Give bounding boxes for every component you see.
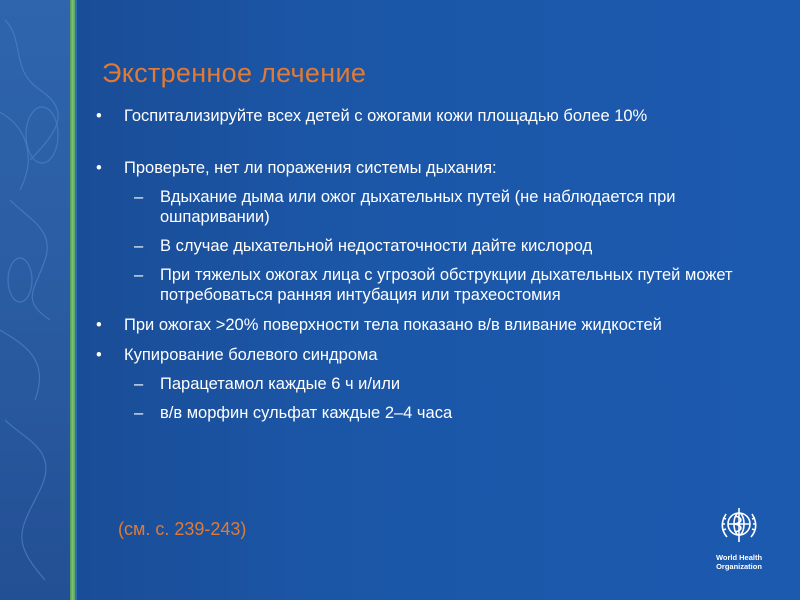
sub-list-item [96,187,786,227]
sub-bullet-text: В случае дыхательной недостаточности дайте кислород [160,237,593,255]
slide-title: Экстренное лечение [102,58,367,88]
sub-marker: – [134,375,144,393]
decorative-left-band [0,0,70,600]
bullet-text: Проверьте, нет ли поражения системы дыхания: [124,159,497,177]
sub-list-item [96,403,786,423]
sub-list-item [96,236,786,256]
who-label [708,553,770,571]
sub-marker: – [134,237,144,255]
who-label-line2: Organization [716,562,762,571]
sub-bullet-text: Парацетамол каждые 6 ч и/или [160,375,401,393]
bullet-marker: • [96,346,102,364]
page-reference: (см. с. 239-243) [118,519,247,539]
sub-marker: – [134,266,144,284]
list-item [96,106,786,126]
sub-marker: – [134,188,144,206]
sub-bullet-text: Вдыхание дыма или ожог дыхательных путей (не наблюдается при ошпаривании) [160,188,676,226]
list-item [96,315,786,335]
decorative-illustration-icon [0,0,70,600]
who-logo [708,502,770,571]
list-item [96,345,786,365]
sub-list-item [96,374,786,394]
sub-list-item [96,265,786,305]
sub-marker: – [134,404,144,422]
who-emblem-icon [717,502,761,546]
bullet-text: Купирование болевого синдрома [124,346,378,364]
sub-bullet-text: При тяжелых ожогах лица с угрозой обструкции дыхательных путей может потребоваться ранняя интубация или трахеостомия [160,266,733,304]
sub-bullet-text: в/в морфин сульфат каждые 2–4 часа [160,404,453,422]
bullet-list [96,106,786,423]
blue-stripe [75,0,77,600]
bullet-marker: • [96,159,102,177]
bullet-marker: • [96,316,102,334]
bullet-text: При ожогах >20% поверхности тела показано в/в вливание жидкостей [124,316,662,334]
who-label-line1: World Health [715,553,763,562]
bullet-text: Госпитализируйте всех детей с ожогами кожи площадью более 10% [124,107,648,125]
bullet-marker: • [96,107,102,125]
list-item [96,158,786,178]
